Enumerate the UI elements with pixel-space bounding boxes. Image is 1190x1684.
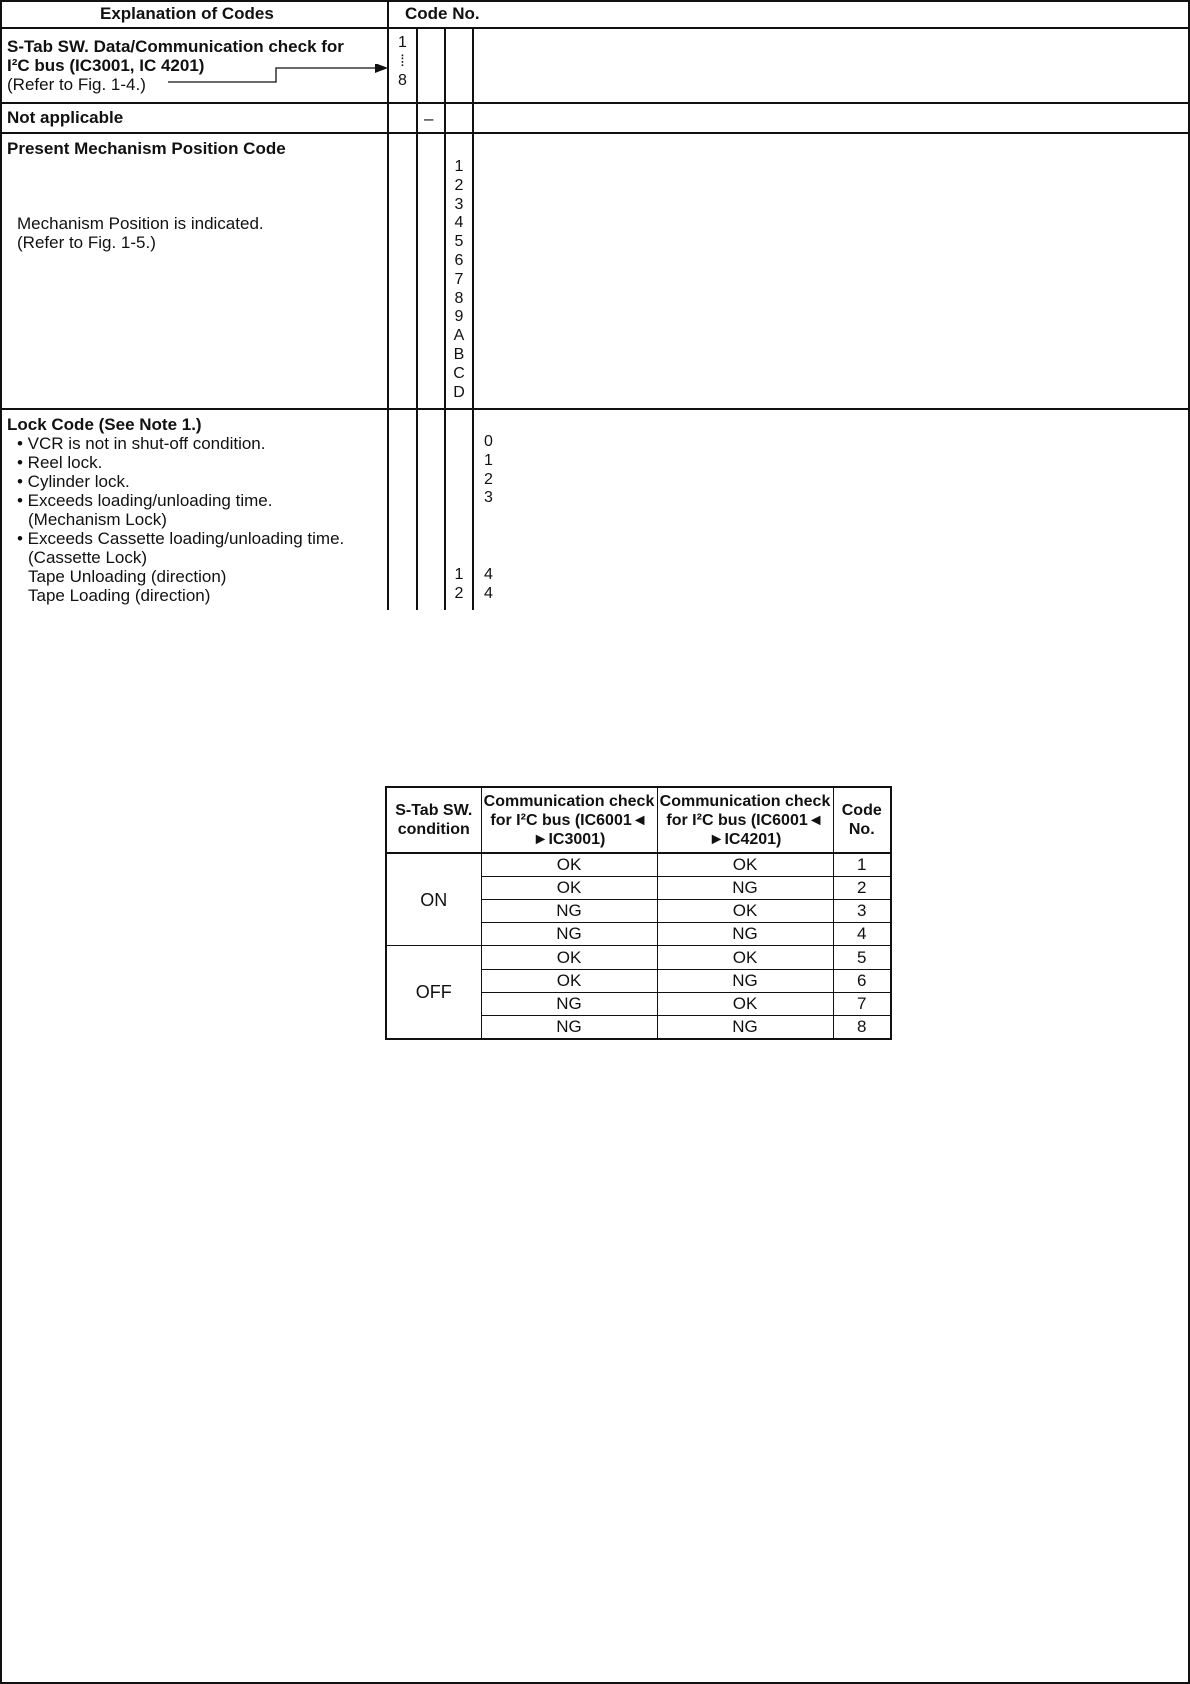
table-row [386,853,891,877]
check1-cell: NG [481,923,657,946]
code-cell: 7 [833,992,891,1015]
table-row [386,946,891,969]
check2-cell: NG [657,877,833,900]
row-divider [0,27,1190,29]
code-value: 2 [454,176,464,194]
lock-item: • Cylinder lock. [17,472,130,491]
code-value: 1 [484,451,493,469]
code-value: 9 [454,308,464,326]
code-value: 4 [484,584,493,602]
row-divider [0,408,1190,410]
check2-cell: OK [657,992,833,1015]
code-value: 2 [454,584,464,602]
check1-cell: OK [481,853,657,877]
lock-item-direction: Tape Unloading (direction) [28,567,227,586]
code-value: 8 [454,289,464,307]
stab-code-column [389,34,416,90]
check1-cell: OK [481,877,657,900]
header-code-no: Code No. [405,4,480,23]
mechanism-desc-line1: Mechanism Position is indicated. [17,214,264,233]
lock-direction-code-column [446,566,472,604]
code-cell: 4 [833,923,891,946]
code-value: 7 [454,270,464,288]
code-cell: 5 [833,946,891,969]
check2-cell: NG [657,1015,833,1039]
stab-title-line2: I²C bus (IC3001, IC 4201) [7,56,205,75]
check1-cell: OK [481,969,657,992]
code-cell: 8 [833,1015,891,1039]
code-value: 0 [484,433,493,450]
check2-cell: OK [657,946,833,969]
code-cell: 1 [833,853,891,877]
code-value: 1 [454,158,464,175]
lock-item-note: (Mechanism Lock) [28,510,167,529]
not-applicable-dash: – [424,109,434,128]
mechanism-title: Present Mechanism Position Code [7,139,286,158]
column-divider [472,27,474,610]
code-value: 1 [398,34,407,51]
lock-item-direction: Tape Loading (direction) [28,586,211,605]
lock-item: • VCR is not in shut-off condition. [17,434,266,453]
check2-cell: NG [657,923,833,946]
check1-cell: NG [481,1015,657,1039]
code-value: 5 [454,233,464,251]
condition-cell: ON [386,853,481,946]
refer-arrow-icon [166,64,390,86]
check2-cell: NG [657,969,833,992]
code-value: 4 [454,214,464,232]
header-condition: S-Tab SW. condition [386,787,481,853]
stab-title-line1: S-Tab SW. Data/Communication check for [7,37,344,56]
lock-code-column-bottom [474,566,503,604]
header-explanation: Explanation of Codes [100,4,274,23]
code-cell: 6 [833,969,891,992]
code-value: 3 [484,489,493,507]
code-value: A [453,327,465,345]
mechanism-code-column [446,158,472,402]
check2-cell: OK [657,853,833,877]
code-value: 8 [398,71,407,89]
communication-check-table [385,786,892,1040]
header-check-ic3001: Communication check for I²C bus (IC6001◄ ►IC3001) [481,787,657,853]
code-value: B [453,345,465,363]
code-value: 3 [454,195,464,213]
code-value: 2 [484,470,493,488]
check2-cell: OK [657,900,833,923]
stab-refer: (Refer to Fig. 1-4.) [7,75,146,94]
lock-item: • Exceeds Cassette loading/unloading time. [17,529,345,548]
header-check-ic4201: Communication check for I²C bus (IC6001◄ ►IC4201) [657,787,833,853]
code-value: 1 [454,566,464,583]
code-cell: 3 [833,900,891,923]
check1-cell: OK [481,946,657,969]
code-value: D [453,383,465,401]
not-applicable-title: Not applicable [7,108,124,127]
header-code-no: Code No. [833,787,891,853]
lock-item: • Exceeds loading/unloading time. [17,491,273,510]
code-value: C [453,364,465,382]
row-divider [0,102,1190,104]
check1-cell: NG [481,900,657,923]
row-divider [0,132,1190,134]
check1-cell: NG [481,992,657,1015]
code-ellipsis: ⁞ [400,52,405,70]
table-header-row [386,787,891,853]
code-explanation-table [0,0,505,610]
lock-item-note: (Cassette Lock) [28,548,148,567]
code-cell: 2 [833,877,891,900]
code-value: 4 [484,566,493,583]
code-value: 6 [454,251,464,269]
lock-code-column-top [474,433,503,508]
lock-title: Lock Code (See Note 1.) [7,415,202,434]
column-divider [416,27,418,610]
mechanism-desc-line2: (Refer to Fig. 1-5.) [17,233,156,252]
condition-cell: OFF [386,946,481,1039]
lock-item: • Reel lock. [17,453,103,472]
column-divider [387,0,389,610]
